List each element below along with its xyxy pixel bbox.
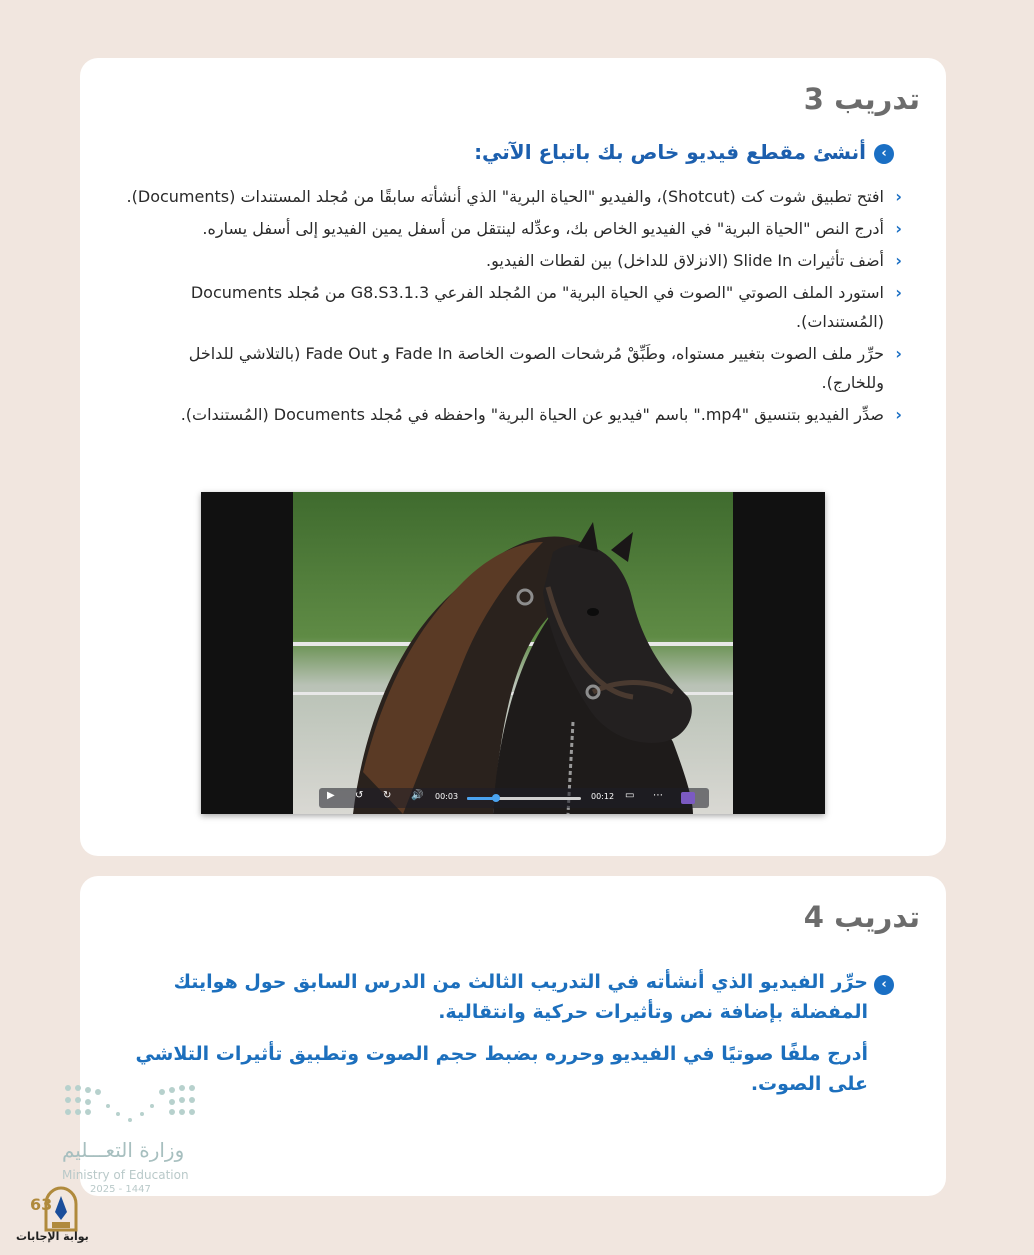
rewind-icon[interactable]: ↺	[355, 790, 364, 801]
chevron-left-icon: ‹	[895, 251, 902, 270]
play-icon[interactable]: ▶	[327, 790, 335, 801]
current-time: 00:03	[435, 792, 459, 801]
ministry-logo	[60, 1080, 210, 1200]
list-item: أدرج ملفًا صوتيًا في الفيديو وحرره بضبط حجم الصوت وتطبيق تأثيرات التلاشي على الصوت.	[135, 1043, 868, 1095]
step-text: حرِّر ملف الصوت بتغيير مستواه، وطَبِّقْ مُرشحات الصوت الخاصة Fade In و Fade Out (بالتلاشي للداخل وللخارج).	[188, 344, 884, 392]
ministry-name-en: Ministry of Education	[62, 1168, 189, 1182]
chevron-left-icon: ‹	[895, 187, 902, 206]
portal-name: بوابة الإجابات	[16, 1230, 89, 1243]
step-text: استورد الملف الصوتي "الصوت في الحياة البرية" من المُجلد الفرعي G8.S3.1.3 من مُجلد Documents (المُستندات).	[190, 283, 884, 331]
list-item	[126, 400, 902, 429]
seek-handle[interactable]	[492, 794, 500, 802]
exercise-4-list	[126, 967, 868, 1111]
pen-inkwell-icon	[36, 1186, 86, 1232]
chevron-left-circle-icon: ‹	[874, 975, 894, 995]
list-item	[126, 339, 902, 397]
chevron-left-icon: ‹	[895, 344, 902, 363]
list-item	[126, 246, 902, 275]
list-item	[126, 214, 902, 243]
page-number: 63	[30, 1195, 53, 1214]
exercise-4-title: تدريب 4	[803, 900, 920, 934]
chevron-left-circle-icon: ‹	[874, 144, 894, 164]
horse-image	[293, 492, 733, 814]
chevron-left-icon: ‹	[895, 283, 902, 302]
horse-video-frame	[293, 492, 733, 814]
chevron-left-icon: ‹	[895, 405, 902, 424]
captions-icon[interactable]: ▭	[625, 790, 635, 801]
video-controls	[319, 788, 709, 808]
exercise-3-card	[80, 58, 946, 856]
chevron-left-icon: ‹	[895, 219, 902, 238]
video-player[interactable]	[201, 492, 825, 814]
step-text: صدِّر الفيديو بتنسيق "mp4." باسم "فيديو عن الحياة البرية" واحفظه في مُجلد Documents (المُستندات).	[180, 405, 884, 424]
more-icon[interactable]: ⋯	[653, 790, 663, 801]
list-item: حرِّر الفيديو الذي أنشأته في التدريب الثالث من الدرس السابق حول هوايتك المفضلة بإضافة نص وتأثيرات حركية وانتقالية.	[173, 971, 868, 1023]
exercise-3-title: تدريب 3	[803, 82, 920, 116]
list-item	[126, 182, 902, 211]
forward-icon[interactable]: ↻	[383, 790, 392, 801]
volume-icon[interactable]: 🔊	[411, 790, 424, 801]
ministry-dots-icon	[60, 1080, 200, 1130]
app-icon[interactable]	[681, 792, 695, 804]
step-text: أدرج النص "الحياة البرية" في الفيديو الخاص بك، وعدِّله لينتقل من أسفل يمين الفيديو إلى أسفل يساره.	[202, 219, 884, 238]
list-item	[126, 278, 902, 336]
exercise-3-heading: أنشئ مقطع فيديو خاص بك باتباع الآتي:	[474, 140, 866, 164]
ministry-year: 2025 - 1447	[90, 1184, 151, 1195]
duration: 00:12	[591, 792, 615, 801]
steps-list	[126, 182, 902, 432]
step-text: افتح تطبيق شوت كت (Shotcut)، والفيديو "الحياة البرية" الذي أنشأته سابقًا من مُجلد المستندات (Documents).	[126, 187, 884, 206]
seek-bar[interactable]	[467, 797, 581, 800]
step-text: أضف تأثيرات Slide In (الانزلاق للداخل) بين لقطات الفيديو.	[486, 251, 884, 270]
ministry-name-ar: وزارة التعـــليم	[62, 1138, 185, 1162]
